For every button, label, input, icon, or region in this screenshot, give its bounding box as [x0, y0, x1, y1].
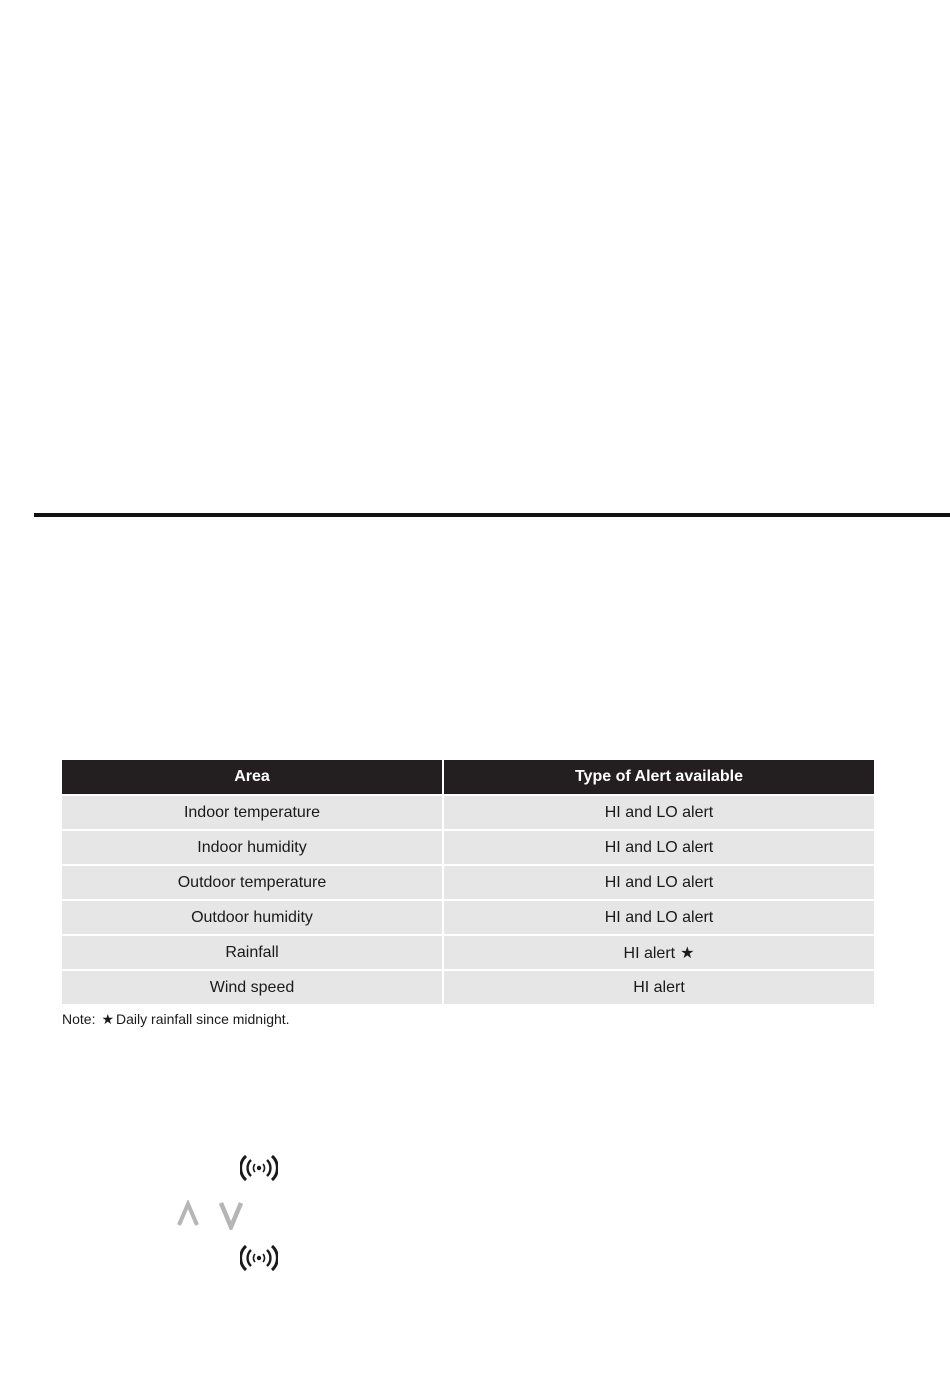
section-divider: [34, 513, 950, 517]
alarm-icon: [240, 1242, 278, 1274]
alert-type-cell: [443, 900, 874, 935]
alert-type-text: HI and LO alert: [604, 838, 714, 856]
note-star-icon: ★: [101, 1011, 115, 1027]
alert-type-cell: [443, 795, 874, 830]
footnote: [62, 1011, 290, 1028]
asterisk-star-icon: ★: [680, 944, 695, 962]
area-cell: Indoor humidity: [62, 830, 443, 865]
alert-type-cell: [443, 970, 874, 1004]
alert-type-text: HI alert: [623, 944, 676, 962]
alert-type-text: HI and LO alert: [604, 803, 714, 821]
table-row: [62, 830, 874, 865]
area-cell: Indoor temperature: [62, 795, 443, 830]
area-cell: Wind speed: [62, 970, 443, 1004]
table-row: [62, 865, 874, 900]
alert-type-cell: [443, 830, 874, 865]
up-arrow-icon: [176, 1200, 200, 1228]
column-header-area: Area: [62, 760, 443, 795]
alert-type-text: HI and LO alert: [604, 873, 714, 891]
down-arrow-icon: [218, 1200, 244, 1230]
alert-type-text: HI alert: [633, 978, 685, 996]
area-cell: Outdoor humidity: [62, 900, 443, 935]
column-header-alert-type: Type of Alert available: [443, 760, 874, 795]
area-cell: Rainfall: [62, 935, 443, 970]
alarm-icon: [240, 1152, 278, 1184]
table-header-row: [62, 760, 874, 795]
table-row: [62, 935, 874, 970]
alert-type-cell: [443, 865, 874, 900]
table-row: [62, 970, 874, 1004]
table-row: [62, 900, 874, 935]
alert-type-cell: [443, 935, 874, 970]
alert-types-table: [62, 760, 874, 1004]
note-text: Daily rainfall since midnight.: [116, 1011, 290, 1027]
note-label: Note:: [62, 1011, 96, 1027]
area-cell: Outdoor temperature: [62, 865, 443, 900]
alert-type-text: HI and LO alert: [604, 908, 714, 926]
table-row: [62, 795, 874, 830]
